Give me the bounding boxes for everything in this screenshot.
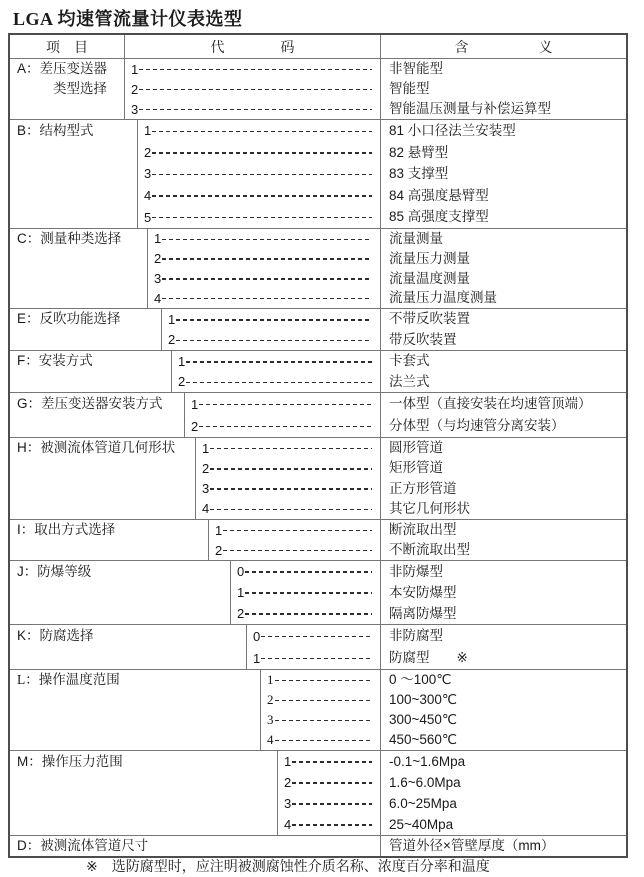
table-row-G: [10, 392, 626, 437]
footnote: [86, 856, 490, 876]
meaning-text: 其它几何形状: [389, 500, 470, 516]
meaning-text: 一体型（直接安装在均速管顶端）: [389, 396, 592, 411]
code-line: [267, 730, 380, 750]
code-cell: [261, 670, 380, 750]
item-label: C：测量种类选择: [17, 231, 122, 246]
code-number: 3: [267, 712, 274, 727]
code-number: 4: [284, 817, 292, 832]
table-row-C: [10, 228, 626, 308]
meaning-cell: [380, 670, 626, 750]
table-row-H: [10, 437, 626, 519]
code-line: [237, 561, 380, 582]
dash-leader: [199, 404, 372, 406]
meaning-cell: [380, 438, 626, 519]
code-line: [168, 330, 380, 351]
meaning-text: 智能型: [389, 81, 430, 96]
dash-leader: [139, 89, 372, 91]
meaning-cell: [380, 625, 626, 669]
dash-leader: [139, 109, 372, 111]
dash-leader: [186, 382, 372, 384]
dash-leader: [162, 278, 372, 280]
footnote-marker: ※: [86, 860, 98, 875]
item-label: A：差压变送器: [17, 61, 108, 76]
code-line: [202, 458, 380, 478]
code-cell: [172, 351, 380, 392]
item-cell: [10, 59, 125, 119]
code-number: 0: [237, 564, 245, 579]
item-label: L：操作温度范围: [17, 672, 120, 687]
item-label: I：取出方式选择: [17, 522, 116, 537]
code-number: 1: [191, 396, 199, 412]
dash-leader: [275, 720, 373, 722]
meaning-text: 1.6~6.0Mpa: [389, 775, 461, 790]
code-number: 1: [154, 231, 162, 247]
code-number: 1: [253, 650, 261, 666]
item-label: B：结构型式: [17, 123, 94, 138]
meaning-cell: [380, 59, 626, 119]
meaning-text: 带反吹装置: [389, 331, 457, 347]
meaning-text: 450~560℃: [389, 732, 458, 747]
item-cell: [10, 561, 231, 624]
meaning-text: 正方形管道: [389, 480, 457, 496]
meaning-text: 矩形管道: [389, 460, 443, 476]
code-line: [253, 625, 380, 647]
dash-leader: [162, 258, 372, 260]
table-row-E: [10, 308, 626, 350]
dash-leader: [275, 740, 373, 742]
dash-leader: [245, 571, 372, 573]
code-line: [253, 647, 380, 669]
item-cell: [10, 520, 209, 560]
meaning-text: 圆形管道: [389, 440, 443, 455]
item-label: H：被测流体管道几何形状: [17, 440, 176, 455]
item-label: M：操作压力范围: [17, 754, 123, 769]
code-number: 3: [131, 101, 139, 117]
table-row-D: [10, 835, 626, 856]
table-row-B: [10, 119, 626, 228]
header-meaning-column: 含 义: [380, 35, 626, 58]
item-label: G：差压变送器安装方式: [17, 396, 163, 411]
code-number: 3: [202, 481, 210, 497]
selection-table: [8, 33, 628, 858]
meaning-text: 82 悬臂型: [389, 144, 449, 160]
dash-leader: [152, 217, 372, 219]
meaning-text: 分体型（与均速管分离安装）: [389, 418, 565, 433]
dash-leader: [199, 426, 372, 428]
code-number: 1: [144, 123, 152, 139]
code-number: 1: [202, 440, 210, 456]
meaning-cell: [380, 836, 626, 856]
dash-leader: [292, 761, 372, 763]
dash-leader: [245, 592, 372, 594]
meaning-text: 法兰式: [389, 373, 430, 389]
code-cell: [185, 393, 380, 437]
code-line: [154, 269, 380, 289]
item-label: E：反吹功能选择: [17, 311, 121, 326]
dash-leader: [152, 174, 372, 176]
meaning-text: 隔离防爆型: [389, 606, 457, 621]
code-number: 1: [178, 353, 186, 369]
code-number: 4: [154, 290, 162, 306]
code-number: 2: [202, 460, 210, 476]
code-line: [284, 772, 380, 793]
code-number: 2: [144, 144, 152, 160]
code-line: [202, 438, 380, 458]
table-body: [10, 58, 626, 856]
dash-leader: [210, 488, 372, 490]
code-number: 2: [131, 81, 139, 97]
dash-leader: [275, 680, 373, 682]
dash-leader: [152, 195, 372, 197]
table-row-K: [10, 624, 626, 669]
meaning-cell: [380, 561, 626, 624]
code-number: 3: [154, 270, 162, 286]
code-number: 1: [267, 672, 274, 687]
dash-leader: [152, 152, 372, 154]
item-cell: [10, 351, 172, 392]
item-cell: [10, 438, 196, 519]
meaning-cell: [380, 520, 626, 560]
code-cell: [138, 120, 380, 228]
meaning-text: 84 高强度悬臂型: [389, 187, 489, 203]
dash-leader: [210, 468, 372, 470]
code-number: 1: [215, 522, 223, 538]
code-number: 2: [191, 418, 199, 434]
code-line: [191, 393, 380, 415]
table-row-I: [10, 519, 626, 560]
code-cell: [231, 561, 380, 624]
code-cell: [196, 438, 380, 519]
code-line: [284, 793, 380, 814]
meaning-text: 智能温压测量与补偿运算型: [389, 101, 551, 116]
dash-leader: [292, 803, 372, 805]
meaning-text: -0.1~1.6Mpa: [389, 754, 466, 769]
meaning-text: 卡套式: [389, 353, 430, 368]
item-cell: [10, 229, 148, 308]
code-line: [178, 372, 380, 393]
code-number: 1: [284, 754, 292, 769]
code-cell: [209, 520, 380, 560]
meaning-cell: [380, 229, 626, 308]
meaning-text: 非防腐型: [389, 628, 443, 643]
item-label: K：防腐选择: [17, 628, 94, 643]
item-label: F：安装方式: [17, 353, 93, 368]
code-number: 2: [178, 374, 186, 390]
code-number: 2: [215, 542, 223, 558]
table-header-row: [10, 35, 626, 58]
code-cell: [162, 309, 380, 350]
dash-leader: [162, 239, 372, 241]
dash-leader: [245, 613, 372, 615]
dash-leader: [176, 340, 372, 342]
code-number: 2: [284, 775, 292, 790]
meaning-text: 6.0~25Mpa: [389, 796, 457, 811]
code-line: [144, 120, 380, 142]
code-line: [144, 142, 380, 164]
meaning-text: 管道外径×管壁厚度（mm）: [389, 838, 555, 853]
table-row-J: [10, 560, 626, 624]
meaning-text: 非智能型: [389, 61, 443, 76]
dash-leader: [223, 530, 372, 532]
dash-leader: [210, 509, 372, 511]
item-cell: [10, 393, 185, 437]
meaning-text: 300~450℃: [389, 712, 458, 727]
code-number: 2: [237, 606, 245, 621]
code-number: 4: [202, 501, 210, 517]
code-cell: [125, 59, 380, 119]
code-number: 2: [267, 692, 274, 707]
meaning-cell: [380, 309, 626, 350]
code-line: [202, 479, 380, 499]
table-row-M: [10, 750, 626, 835]
code-line: [202, 499, 380, 519]
code-cell: [278, 751, 380, 835]
code-number: 1: [237, 585, 245, 600]
dash-leader: [139, 69, 372, 71]
meaning-text: 本安防爆型: [389, 585, 457, 600]
code-cell: [148, 229, 380, 308]
footnote-text: 选防腐型时，应注明被测腐蚀性介质名称、浓度百分率和温度: [111, 860, 490, 875]
meaning-text: 85 高强度支撑型: [389, 209, 489, 225]
dash-leader: [162, 298, 372, 300]
dash-leader: [292, 824, 372, 826]
page-title: LGA 均速管流量计仪表选型: [13, 9, 243, 29]
item-cell: [10, 670, 261, 750]
dash-leader: [261, 636, 372, 638]
code-number: 3: [144, 166, 152, 182]
meaning-text: 流量温度测量: [389, 270, 470, 286]
code-number: 4: [267, 732, 274, 747]
code-line: [267, 670, 380, 690]
meaning-cell: [380, 120, 626, 228]
code-line: [267, 690, 380, 710]
code-cell: [247, 625, 380, 669]
code-line: [215, 540, 380, 560]
item-label: J：防爆等级: [17, 564, 92, 579]
item-cell: [10, 120, 138, 228]
meaning-text: 不断流取出型: [389, 542, 470, 557]
item-cell: [10, 751, 278, 835]
code-number: 4: [144, 188, 152, 204]
code-line: [284, 751, 380, 772]
code-line: [144, 206, 380, 228]
meaning-text: 83 支撑型: [389, 166, 449, 182]
table-row-L: [10, 669, 626, 750]
code-line: [144, 163, 380, 185]
meaning-cell: [380, 351, 626, 392]
meaning-text: 流量测量: [389, 231, 443, 246]
dash-leader: [152, 131, 372, 133]
dash-leader: [186, 361, 372, 363]
meaning-text: 流量压力温度测量: [389, 290, 497, 306]
meaning-text: 防腐型 ※: [389, 650, 468, 665]
header-item-column: 项 目: [10, 35, 125, 58]
dash-leader: [210, 448, 372, 450]
item-label-line2: 类型选择: [53, 81, 107, 96]
dash-leader: [292, 782, 372, 784]
item-cell: [10, 625, 247, 669]
item-cell: [10, 836, 380, 856]
table-row-F: [10, 350, 626, 392]
meaning-text: 不带反吹装置: [389, 311, 470, 326]
dash-leader: [261, 658, 372, 660]
meaning-text: 断流取出型: [389, 522, 457, 537]
code-line: [154, 229, 380, 249]
meaning-cell: [380, 393, 626, 437]
code-line: [131, 99, 380, 119]
code-line: [284, 814, 380, 835]
dash-leader: [176, 319, 372, 321]
item-label: D：被测流体管道尺寸: [17, 838, 149, 853]
meaning-text: 81 小口径法兰安装型: [389, 123, 516, 138]
code-line: [267, 710, 380, 730]
code-line: [154, 288, 380, 308]
meaning-text: 流量压力测量: [389, 250, 470, 266]
code-line: [154, 249, 380, 269]
meaning-text: 25~40Mpa: [389, 817, 454, 832]
code-number: 2: [154, 251, 162, 267]
code-number: 3: [284, 796, 292, 811]
dash-leader: [275, 700, 373, 702]
code-number: 5: [144, 209, 152, 225]
dash-leader: [223, 550, 372, 552]
code-number: 1: [168, 311, 176, 327]
meaning-text: 非防爆型: [389, 564, 443, 579]
code-line: [215, 520, 380, 540]
meaning-text: 100~300℃: [389, 692, 458, 707]
code-line: [144, 185, 380, 207]
code-line: [131, 59, 380, 79]
code-number: 1: [131, 61, 139, 77]
code-line: [131, 79, 380, 99]
meaning-text: 0 ～100℃: [389, 672, 452, 687]
code-number: 0: [253, 628, 261, 644]
code-line: [191, 415, 380, 437]
code-number: 2: [168, 332, 176, 348]
code-line: [178, 351, 380, 372]
code-line: [237, 582, 380, 603]
table-row-A: [10, 58, 626, 119]
meaning-cell: [380, 751, 626, 835]
code-line: [168, 309, 380, 330]
code-line: [237, 603, 380, 624]
header-code-column: 代 码: [210, 38, 295, 55]
item-cell: [10, 309, 162, 350]
